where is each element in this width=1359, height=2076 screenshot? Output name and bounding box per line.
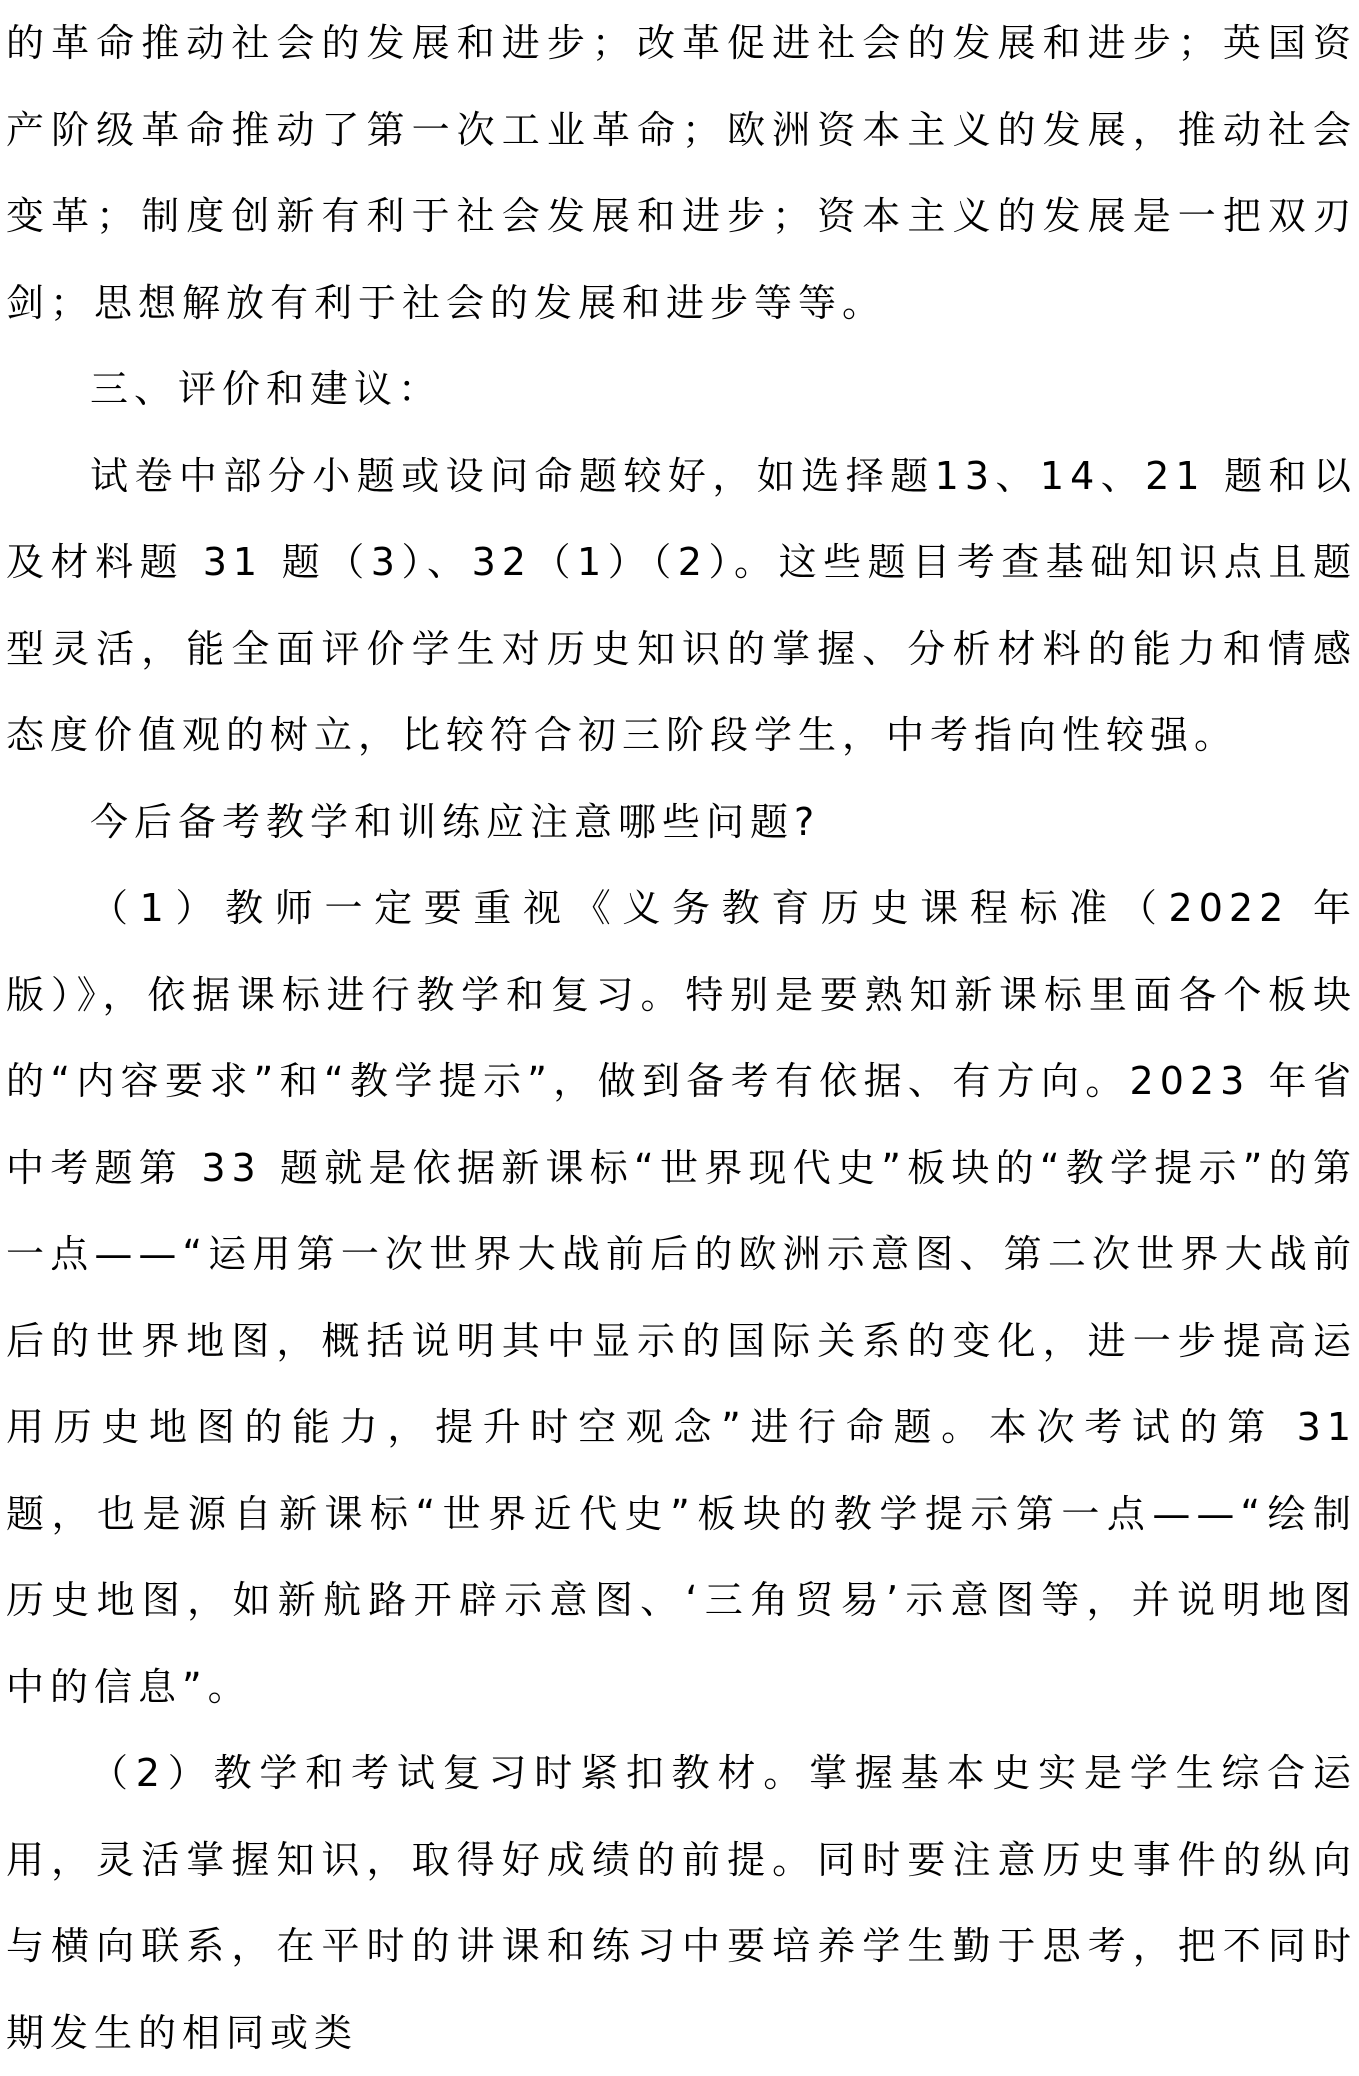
paragraph-suggestion-1: （1）教师一定要重视《义务教育历史课程标准（2022 年版）》，依据课标进行教学和复习。特别是要熟知新课标里面各个板块的“内容要求”和“教学提示”，做到备考有依据、有方向。2023 年省中考题第 33 题就是依据新课标“世界现代史”板块的“教学提示”的第一点——“运用第一次世界大战前后的欧洲示意图、第二次世界大战前后的世界地图，概括说明其中显示的国际关系的变化，进一步提高运用历史地图的能力，提升时空观念”进行命题。本次考试的第 31 题，也是源自新课标“世界近代史”板块的教学提示第一点——“绘制历史地图，如新航路开辟示意图、‘三角贸易’示意图等，并说明地图中的信息”。 [6, 886, 1357, 1709]
section-heading-evaluation: 三、评价和建议： [90, 367, 443, 411]
paragraph-summary-continued: 的革命推动社会的发展和进步；改革促进社会的发展和进步；英国资产阶级革命推动了第一次工业革命；欧洲资本主义的发展，推动社会变革；制度创新有利于社会发展和进步；资本主义的发展是一把双刃剑；思想解放有利于社会的发展和进步等等。 [6, 21, 1357, 325]
paragraph-question: 今后备考教学和训练应注意哪些问题? [90, 799, 821, 844]
paragraph-evaluation: 试卷中部分小题或设问命题较好，如选择题13、14、21 题和以及材料题 31 题（3）、32（1）（2）。这些题目考查基础知识点且题型灵活，能全面评价学生对历史知识的掌握、分析材料的能力和情感态度价值观的树立，比较符合初三阶段学生，中考指向性较强。 [6, 453, 1357, 757]
paragraph-suggestion-2: （2）教学和考试复习时紧扣教材。掌握基本史实是学生综合运用，灵活掌握知识，取得好成绩的前提。同时要注意历史事件的纵向与横向联系，在平时的讲课和练习中要培养学生勤于思考，把不同时期发生的相同或类 [6, 1751, 1357, 2055]
